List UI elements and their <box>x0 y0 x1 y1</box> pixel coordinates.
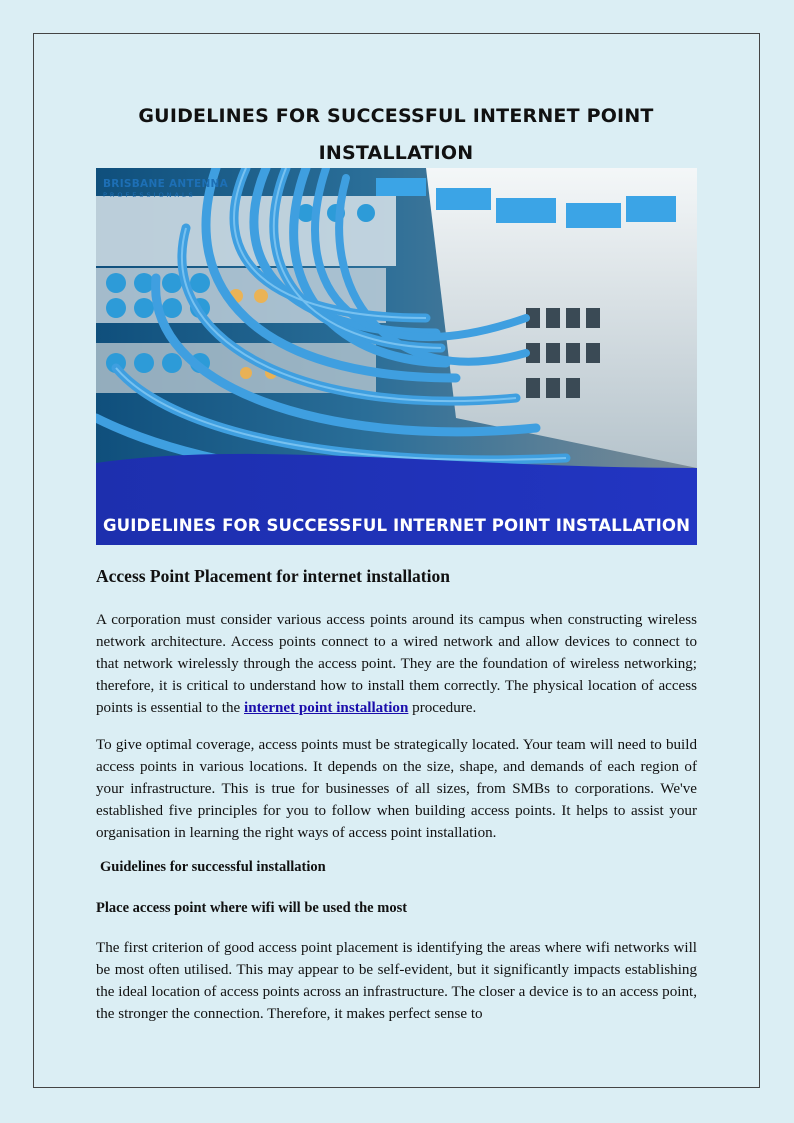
document-title <box>96 98 696 172</box>
section-heading-access-point: Access Point Placement for internet installation <box>96 566 450 586</box>
paragraph-1-text: A corporation must consider various access points around its campus when constructing wireless network architecture. Access points connect to a wired network and allow devices to connect to that network wirelessly through the access point. They are the foundation of wireless networking; therefore, it is critical to understand how to install them correctly. The physical location of access points is essential to the <box>96 612 697 716</box>
paragraph-2: To give optimal coverage, access points must be strategically located. Your team will need to build access points in various locations. It depends on the size, shape, and demands of each region of your infrastructure. This is true for businesses of all sizes, from SMBs to corporations. We've established five principles for you to follow when building access points. It helps to assist your organisation in learning the right ways of access point installation. <box>96 737 697 841</box>
brand-logo <box>103 178 228 199</box>
hero-banner-text: GUIDELINES FOR SUCCESSFUL INTERNET POINT INSTALLATION <box>102 516 691 535</box>
guidelines-heading: Guidelines for successful installation <box>100 859 326 875</box>
network-cables-illustration <box>96 168 697 545</box>
hero-image <box>96 168 697 545</box>
brand-name: BRISBANE ANTENNA <box>103 178 229 190</box>
internet-point-installation-link[interactable]: internet point installation <box>244 700 409 716</box>
brand-sub: PROFESSIONALS <box>103 191 196 199</box>
document-title-line2: INSTALLATION <box>318 142 474 164</box>
paragraph-3: The first criterion of good access point placement is identifying the areas where wifi networks will be most often utilised. This may appear to be self-evident, but it significantly impacts establishing the ideal location of access points across an infrastructure. The closer a device is to an access point, the stronger the connection. Therefore, it makes perfect sense to <box>96 940 697 1022</box>
paragraph-1-end: procedure. <box>408 700 477 716</box>
paragraph-1 <box>96 609 697 719</box>
placement-subheading: Place access point where wifi will be used the most <box>96 900 408 916</box>
document-title-line1: GUIDELINES FOR SUCCESSFUL INTERNET POINT <box>138 105 654 127</box>
